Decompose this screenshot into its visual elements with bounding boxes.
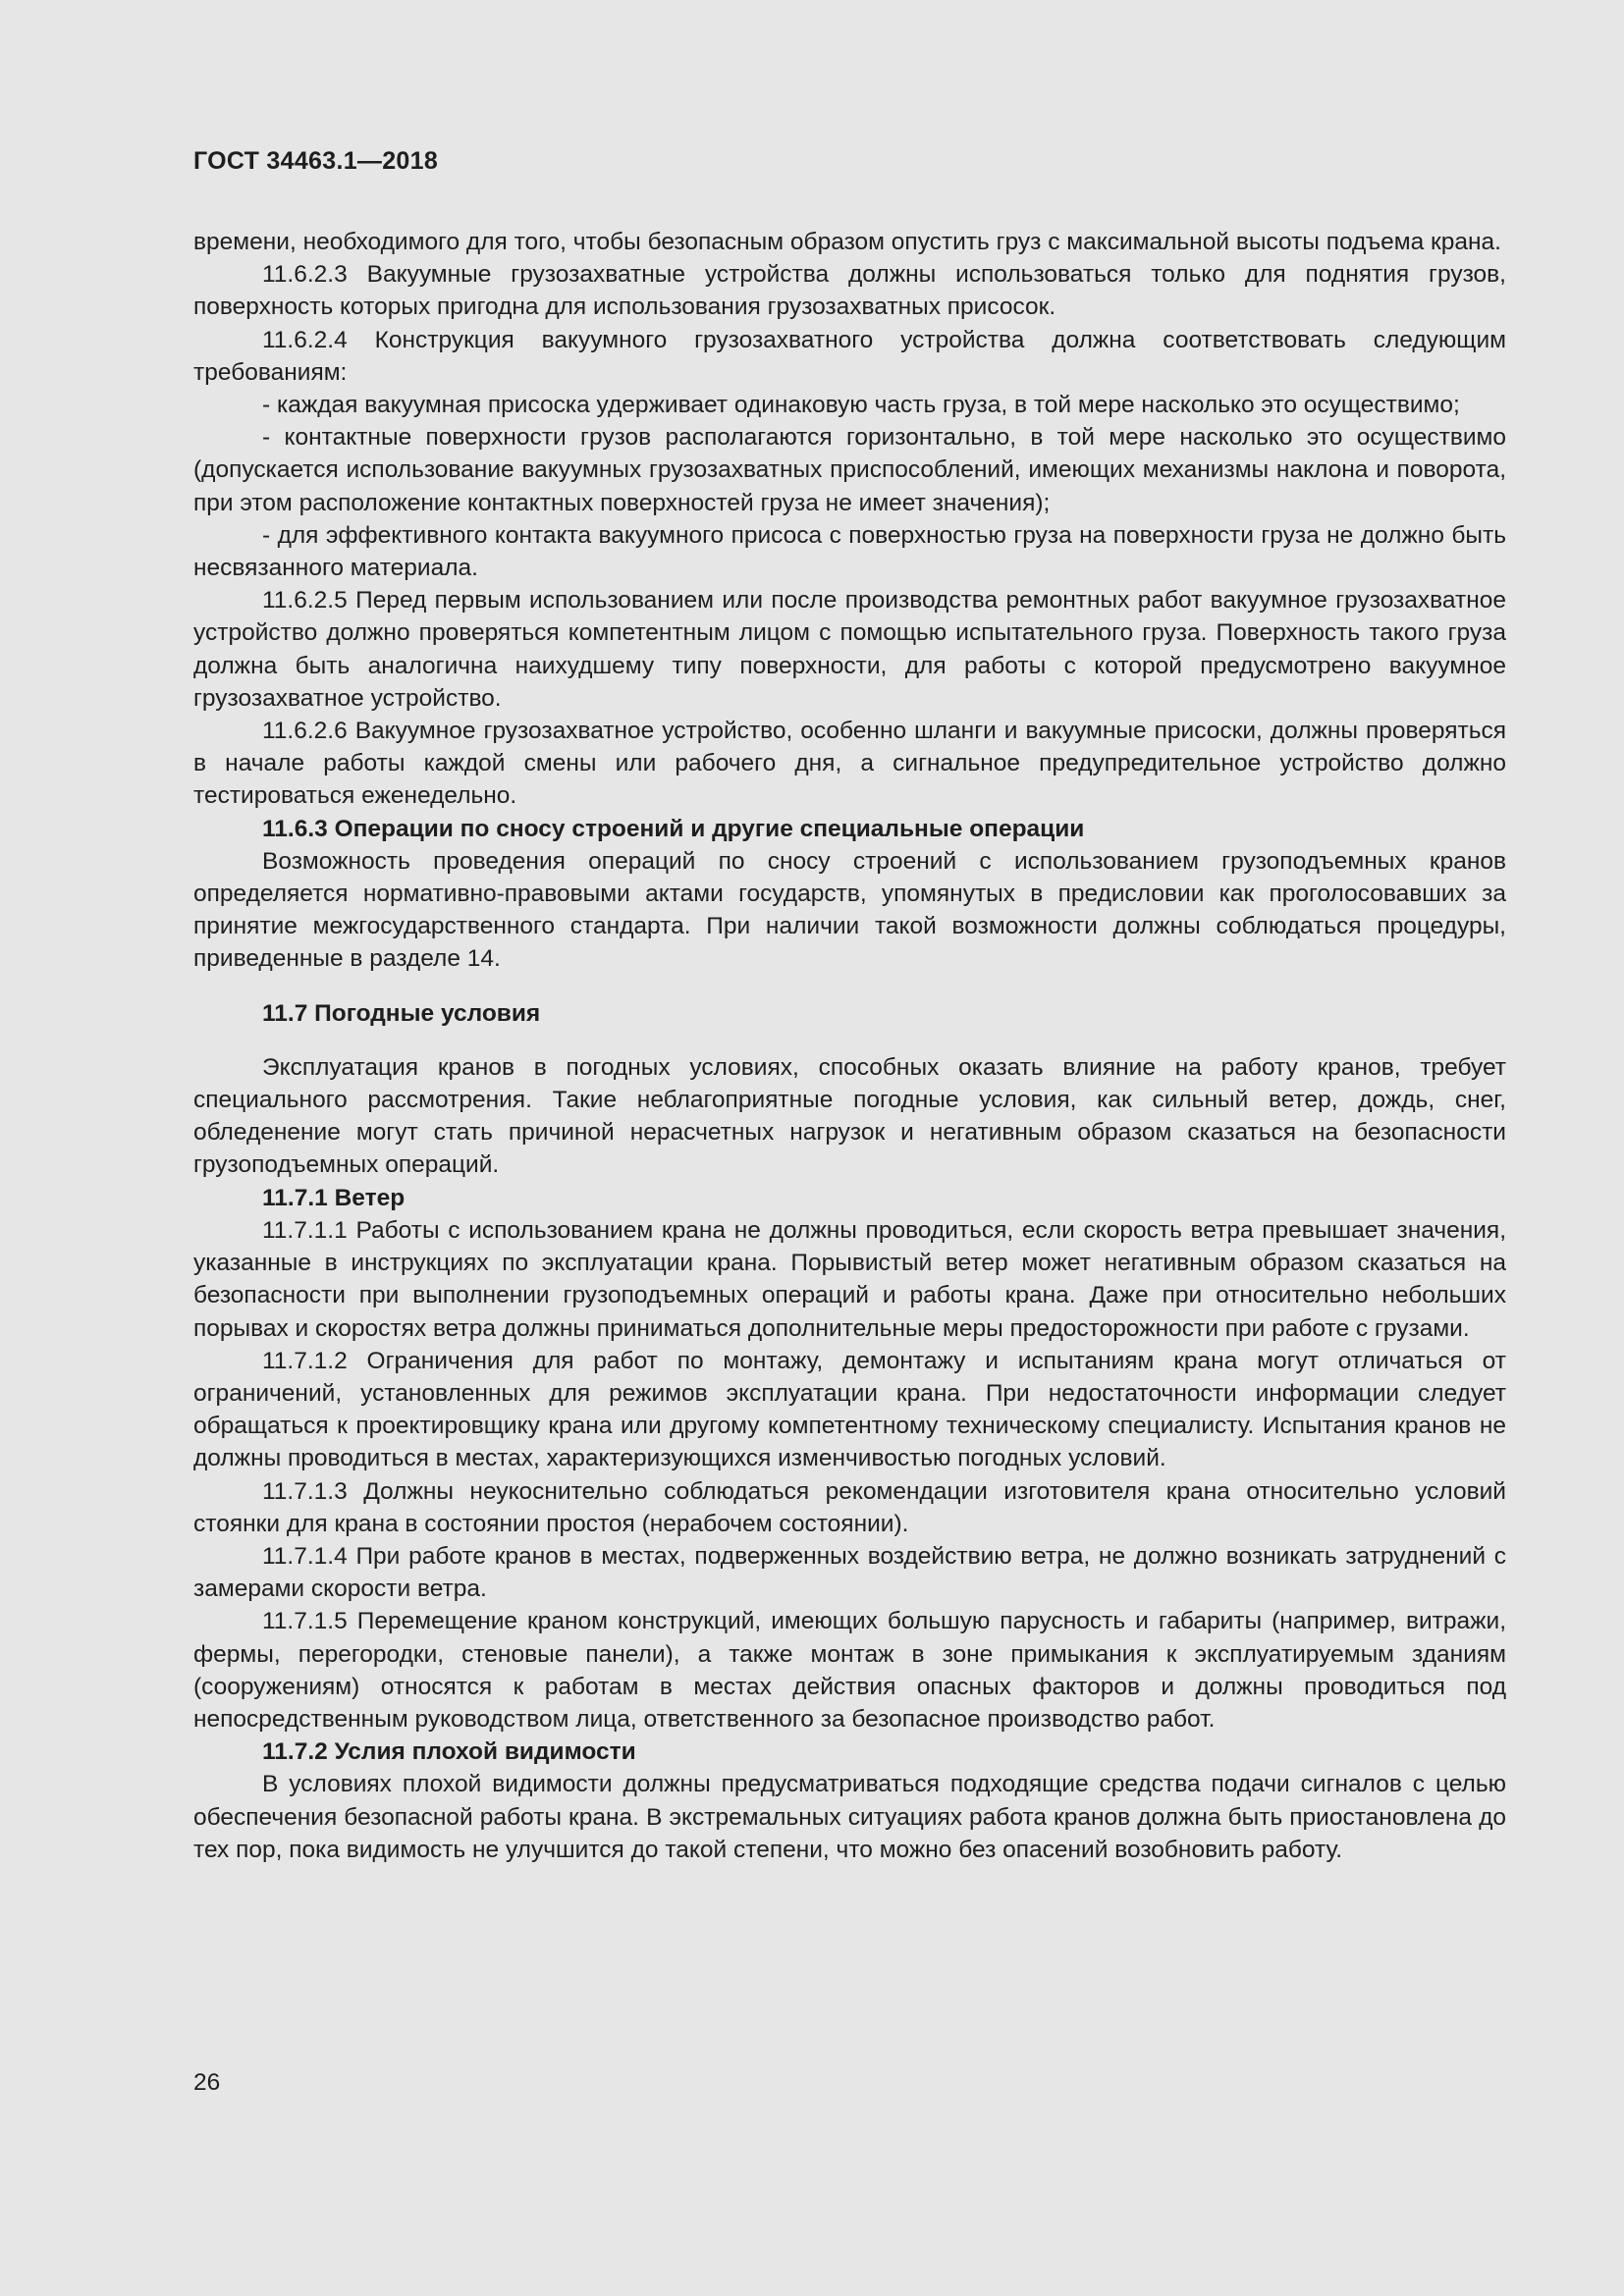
clause-11-7-1-4: 11.7.1.4 При работе кранов в местах, подверженных воздействию ветра, не должно возникать затруднений с замерами скорости ветра. [193,1542,1506,1603]
section-heading-11-7-1: 11.7.1 Ветер [262,1184,406,1211]
section-heading-11-7-2: 11.7.2 Услия плохой видимости [262,1738,636,1766]
clause-11-6-2-5: 11.6.2.5 Перед первым использованием или после производства ремонтных работ вакуумное грузозахватное устройство должно проверяться компетентным лицом с помощью испытательного груза. Поверхность такого груза должна быть аналогична наихудшему типу поверхности, для работы с которой предусмотрено вакуумное грузозахватное устройство. [193,587,1506,712]
document-header: ГОСТ 34463.1—2018 [193,147,439,175]
clause-11-6-2-3: 11.6.2.3 Вакуумные грузозахватные устройства должны использоваться только для поднятия грузов, поверхность которых пригодна для использования грузозахватных присосок. [193,261,1506,321]
paragraph-continuation: времени, необходимого для того, чтобы безопасным образом опустить груз с максимальной высоты подъема крана. [193,229,1501,255]
paragraph: В условиях плохой видимости должны предусматриваться подходящие средства подачи сигналов с целью обеспечения безопасной работы крана. В экстремальных ситуациях работа кранов должна быть приостановлена до тех пор, пока видимость не улучшится до такой степени, что можно без опасений возобновить работу. [193,1771,1506,1863]
clause-11-7-1-2: 11.7.1.2 Ограничения для работ по монтажу, демонтажу и испытаниям крана могут отличаться от ограничений, установленных для режимов эксплуатации крана. При недостаточности информации следует обращаться к проектировщику крана или другому компетентному техническому специалисту. Испытания кранов не должны проводиться в местах, характеризующихся изменчивостью погодных условий. [193,1347,1506,1472]
clause-11-7-1-1: 11.7.1.1 Работы с использованием крана не должны проводиться, если скорость ветра превышает значения, указанные в инструкциях по эксплуатации крана. Порывистый ветер может негативным образом сказаться на безопасности при выполнении грузоподъемных операций и работы крана. Даже при относительно небольших порывах и скоростях ветра должны приниматься дополнительные меры предосторожности при работе с грузами. [193,1216,1506,1342]
clause-11-7-1-3: 11.7.1.3 Должны неукоснительно соблюдаться рекомендации изготовителя крана относительно условий стоянки для крана в состоянии простоя (нерабочем состоянии). [193,1477,1506,1537]
section-heading-11-6-3: 11.6.3 Операции по сносу строений и другие специальные операции [262,815,1085,842]
list-item: - для эффективного контакта вакуумного присоса с поверхностью груза на поверхности груза не должно быть несвязанного материала. [193,521,1506,582]
list-item: - контактные поверхности грузов располагаются горизонтально, в той мере насколько это осуществимо (допускается использование вакуумных грузозахватных приспособлений, имеющих механизмы наклона и поворота, при этом расположение контактных поверхностей груза не имеет значения); [193,424,1506,516]
page-number: 26 [193,2069,221,2096]
paragraph: Эксплуатация кранов в погодных условиях, способных оказать влияние на работу кранов, требует специального рассмотрения. Такие неблагоприятные погодные условия, как сильный ветер, дождь, снег, обледенение могут стать причиной нерасчетных нагрузок и негативным образом сказаться на безопасности грузоподъемных операций. [193,1053,1506,1179]
clause-11-6-2-4: 11.6.2.4 Конструкция вакуумного грузозахватного устройства должна соответствовать следующим требованиям: [193,326,1506,386]
section-heading-11-7: 11.7 Погодные условия [262,999,541,1027]
document-body [193,226,1506,1866]
paragraph: Возможность проведения операций по сносу строений с использованием грузоподъемных кранов определяется нормативно-правовыми актами государств, упомянутых в предисловии как проголосовавших за принятие межгосударственного стандарта. При наличии такой возможности должны соблюдаться процедуры, приведенные в разделе 14. [193,847,1506,973]
clause-11-7-1-5: 11.7.1.5 Перемещение краном конструкций, имеющих большую парусность и габариты (например, витражи, фермы, перегородки, стеновые панели), а также монтаж в зоне примыкания к эксплуатируемым зданиям (сооружениям) относятся к работам в местах действия опасных факторов и должны проводиться под непосредственным руководством лица, ответственного за безопасное производство работ. [193,1608,1506,1733]
list-item: - каждая вакуумная присоска удерживает одинаковую часть груза, в той мере насколько это осуществимо; [262,392,1460,419]
clause-11-6-2-6: 11.6.2.6 Вакуумное грузозахватное устройство, особенно шланги и вакуумные присоски, должны проверяться в начале работы каждой смены или рабочего дня, а сигнальное предупредительное устройство должно тестироваться еженедельно. [193,718,1506,810]
